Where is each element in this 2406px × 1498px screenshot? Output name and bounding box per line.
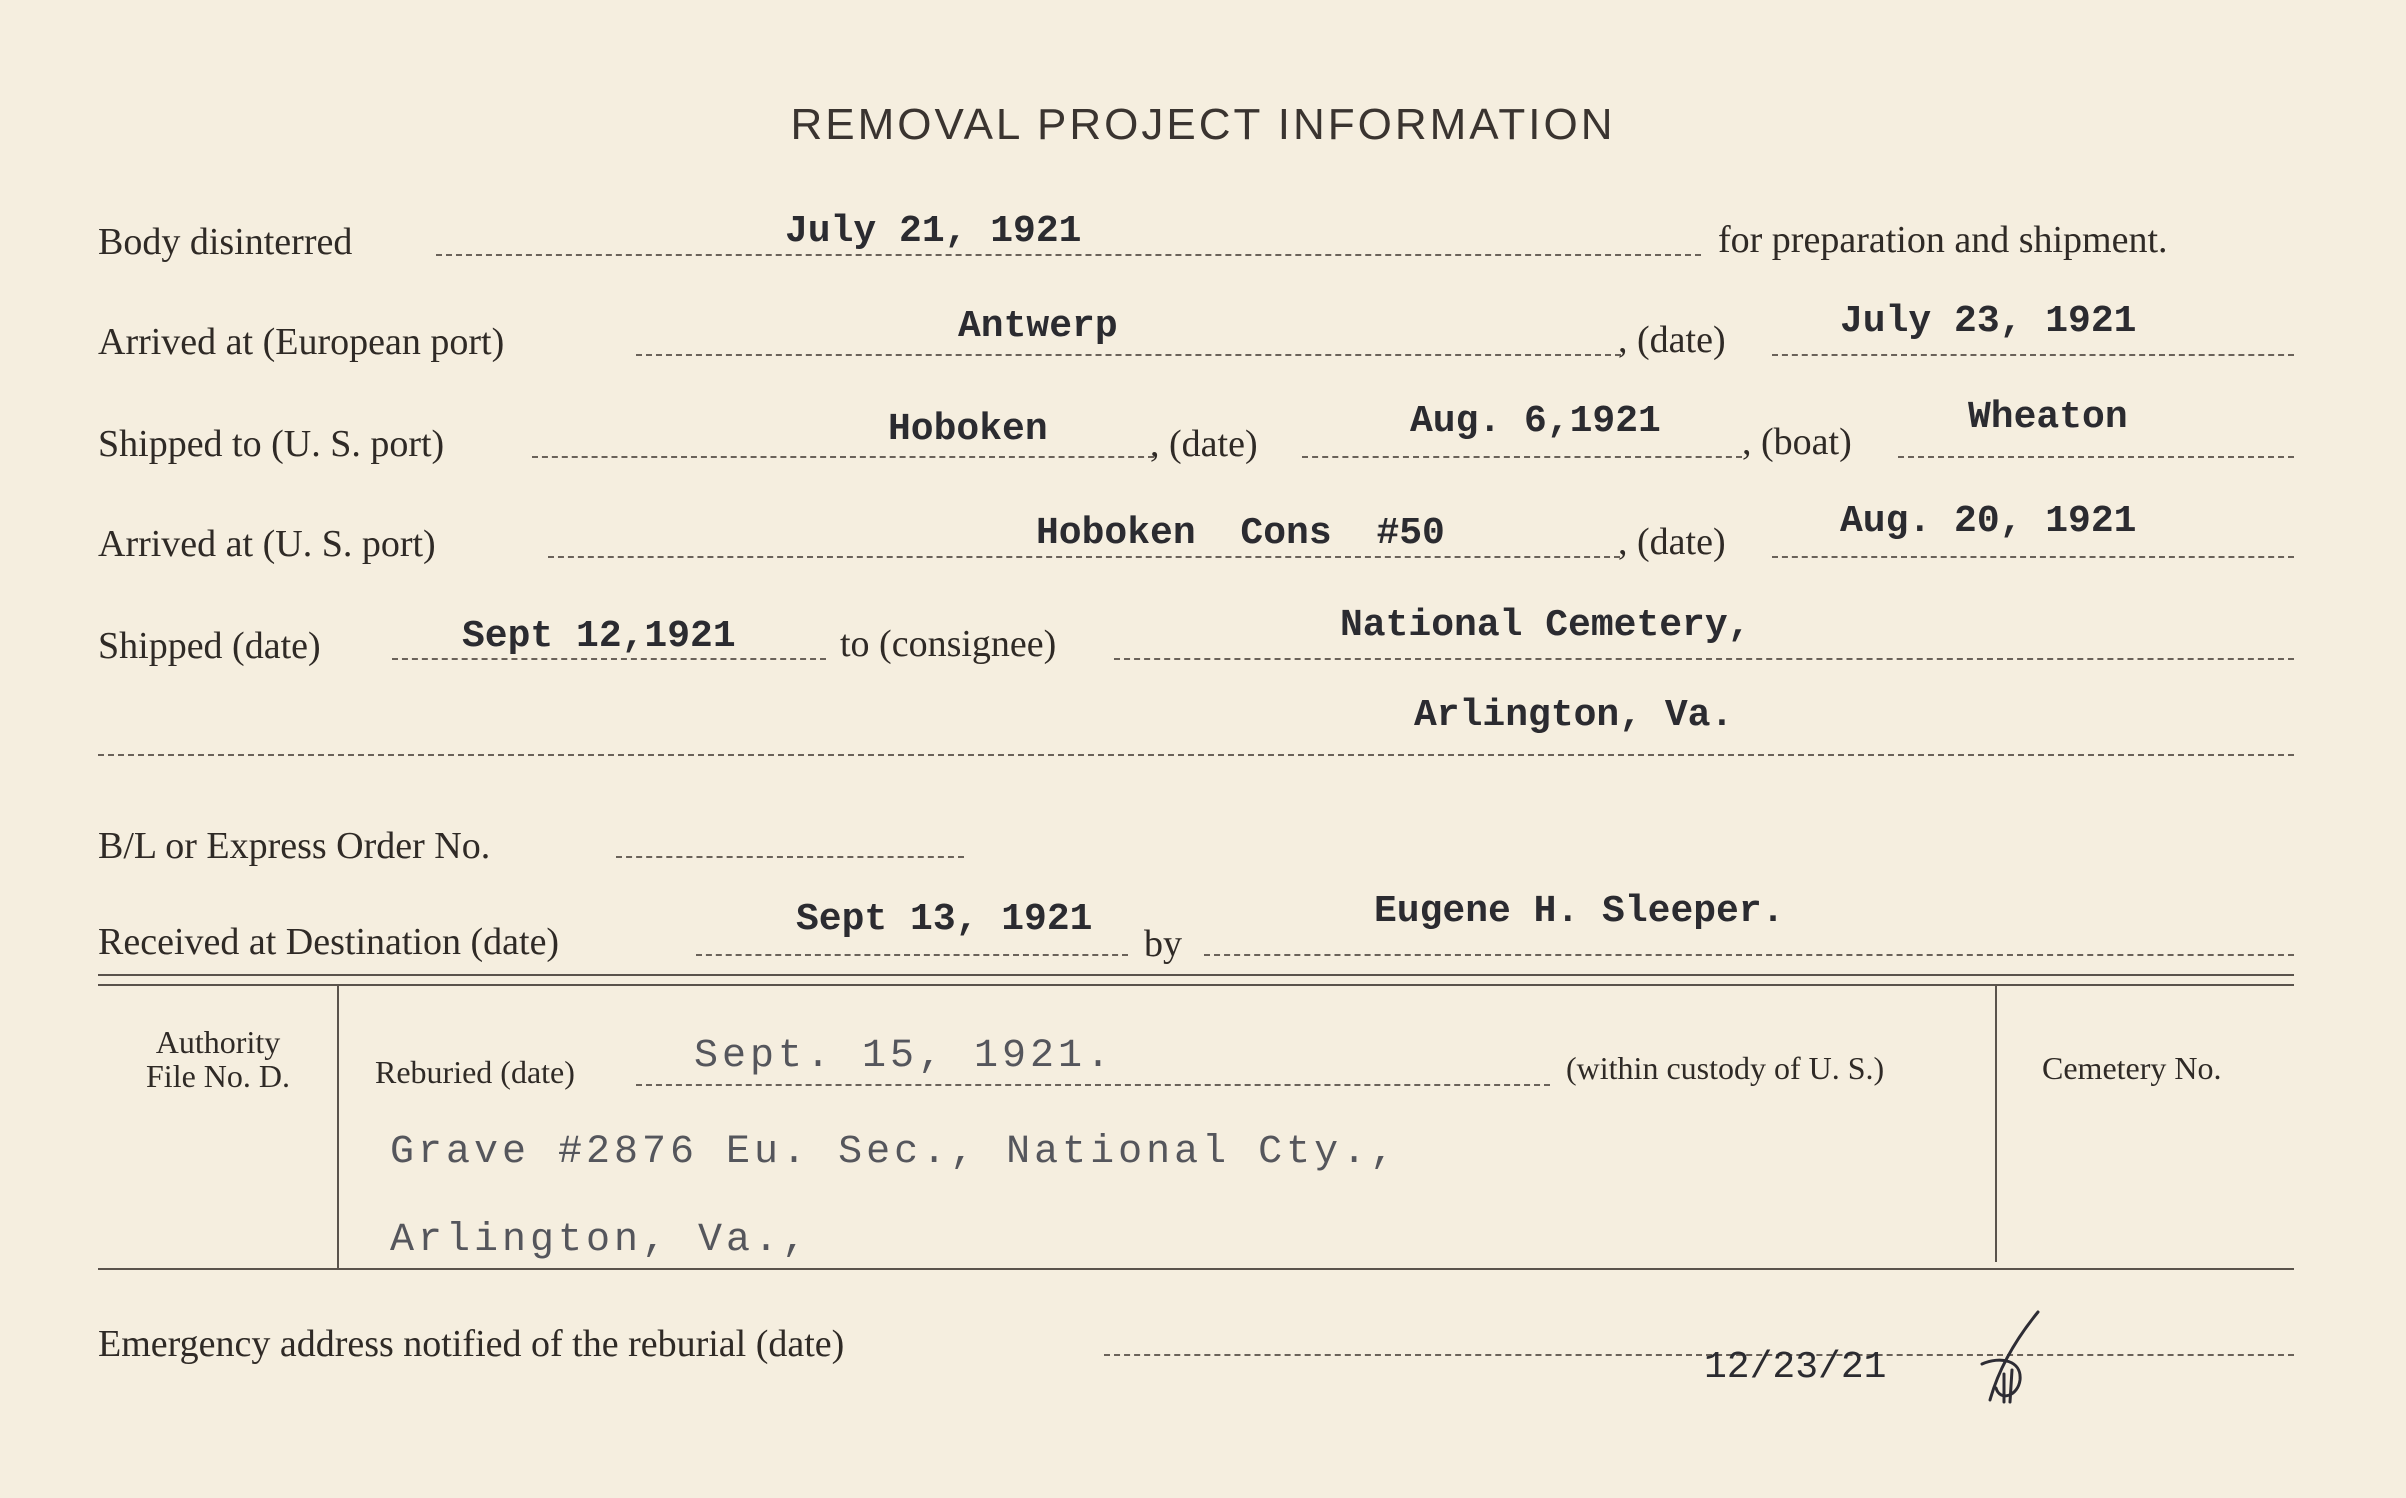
authority-label-line-1: Authority (155, 1024, 281, 1060)
received-label: Received at Destination (date) (98, 921, 560, 963)
arrived-us-port: Hoboken Cons #50 (1036, 512, 1445, 555)
shipped-us-date-label: , (date) (1150, 423, 1258, 465)
shipped-us-date: Aug. 6,1921 (1410, 400, 1661, 443)
emergency-dotted-line (1104, 1354, 2294, 1356)
emergency-label: Emergency address notified of the reburial (date) (98, 1323, 845, 1365)
bl-label: B/L or Express Order No. (98, 825, 491, 867)
grave-line-1: Grave #2876 Eu. Sec., National Cty., (390, 1130, 1399, 1175)
shipped-us-dotted-line (532, 456, 1154, 458)
shipped-date: Sept 12,1921 (462, 615, 736, 658)
shipped-us-date-dotted-line (1302, 456, 1742, 458)
reburied-dotted-line (636, 1084, 1550, 1086)
arrived-eu-date-dotted-line (1772, 354, 2294, 356)
grave-line-2: Arlington, Va., (390, 1218, 811, 1263)
arrived-us-label: Arrived at (U. S. port) (98, 523, 436, 565)
consignee-label: to (consignee) (840, 623, 1057, 665)
arrived-eu-dotted-line (636, 354, 1621, 356)
shipped-us-label: Shipped to (U. S. port) (98, 423, 445, 465)
arrived-us-date: Aug. 20, 1921 (1840, 500, 2137, 543)
consignee-line-2: Arlington, Va. (1414, 694, 1734, 737)
received-by-dotted-line (1204, 954, 2294, 956)
shipped-us-boat-label: , (boat) (1742, 421, 1852, 463)
box-top-rule (98, 974, 2294, 976)
shipped-us-boat: Wheaton (1968, 396, 2128, 439)
disinterred-label: Body disinterred (98, 221, 353, 263)
bl-dotted-line (616, 856, 964, 858)
received-by-label: by (1144, 923, 1182, 965)
page-title: REMOVAL PROJECT INFORMATION (790, 100, 1616, 149)
consignee-dotted-line (1114, 658, 2294, 660)
shipped-us-port: Hoboken (888, 408, 1048, 451)
reburied-date: Sept. 15, 1921. (694, 1034, 1115, 1079)
disinterred-suffix: for preparation and shipment. (1718, 219, 2168, 261)
arrived-eu-date: July 23, 1921 (1840, 300, 2137, 343)
consignee-continuation-line (98, 754, 2294, 756)
handwritten-initials (1960, 1304, 2070, 1414)
emergency-date: 12/23/21 (1704, 1346, 1887, 1389)
arrived-eu-date-label: , (date) (1618, 319, 1726, 361)
box-bottom-rule (98, 1268, 2294, 1270)
arrived-eu-port: Antwerp (958, 305, 1118, 348)
box-top-rule-2 (98, 984, 2294, 986)
arrived-eu-label: Arrived at (European port) (98, 321, 505, 363)
box-divider-right (1995, 986, 1997, 1262)
arrived-us-date-dotted-line (1772, 556, 2294, 558)
reburied-label: Reburied (date) (375, 1054, 575, 1090)
custody-label: (within custody of U. S.) (1566, 1050, 1885, 1086)
cemetery-label: Cemetery No. (2042, 1050, 2222, 1086)
received-by: Eugene H. Sleeper. (1374, 890, 1785, 933)
consignee-line-1: National Cemetery, (1340, 604, 1751, 647)
shipped-date-label: Shipped (date) (98, 625, 321, 667)
arrived-us-dotted-line (548, 556, 1620, 558)
disinterred-dotted-line (436, 254, 1701, 256)
disinterred-date: July 21, 1921 (785, 210, 1082, 253)
received-dotted-line (696, 954, 1128, 956)
authority-label-line-2: File No. D. (146, 1058, 290, 1094)
shipped-us-boat-dotted-line (1898, 456, 2294, 458)
box-divider-left (337, 986, 339, 1268)
shipped-date-dotted-line (392, 658, 826, 660)
arrived-us-date-label: , (date) (1618, 521, 1726, 563)
received-date: Sept 13, 1921 (796, 898, 1093, 941)
